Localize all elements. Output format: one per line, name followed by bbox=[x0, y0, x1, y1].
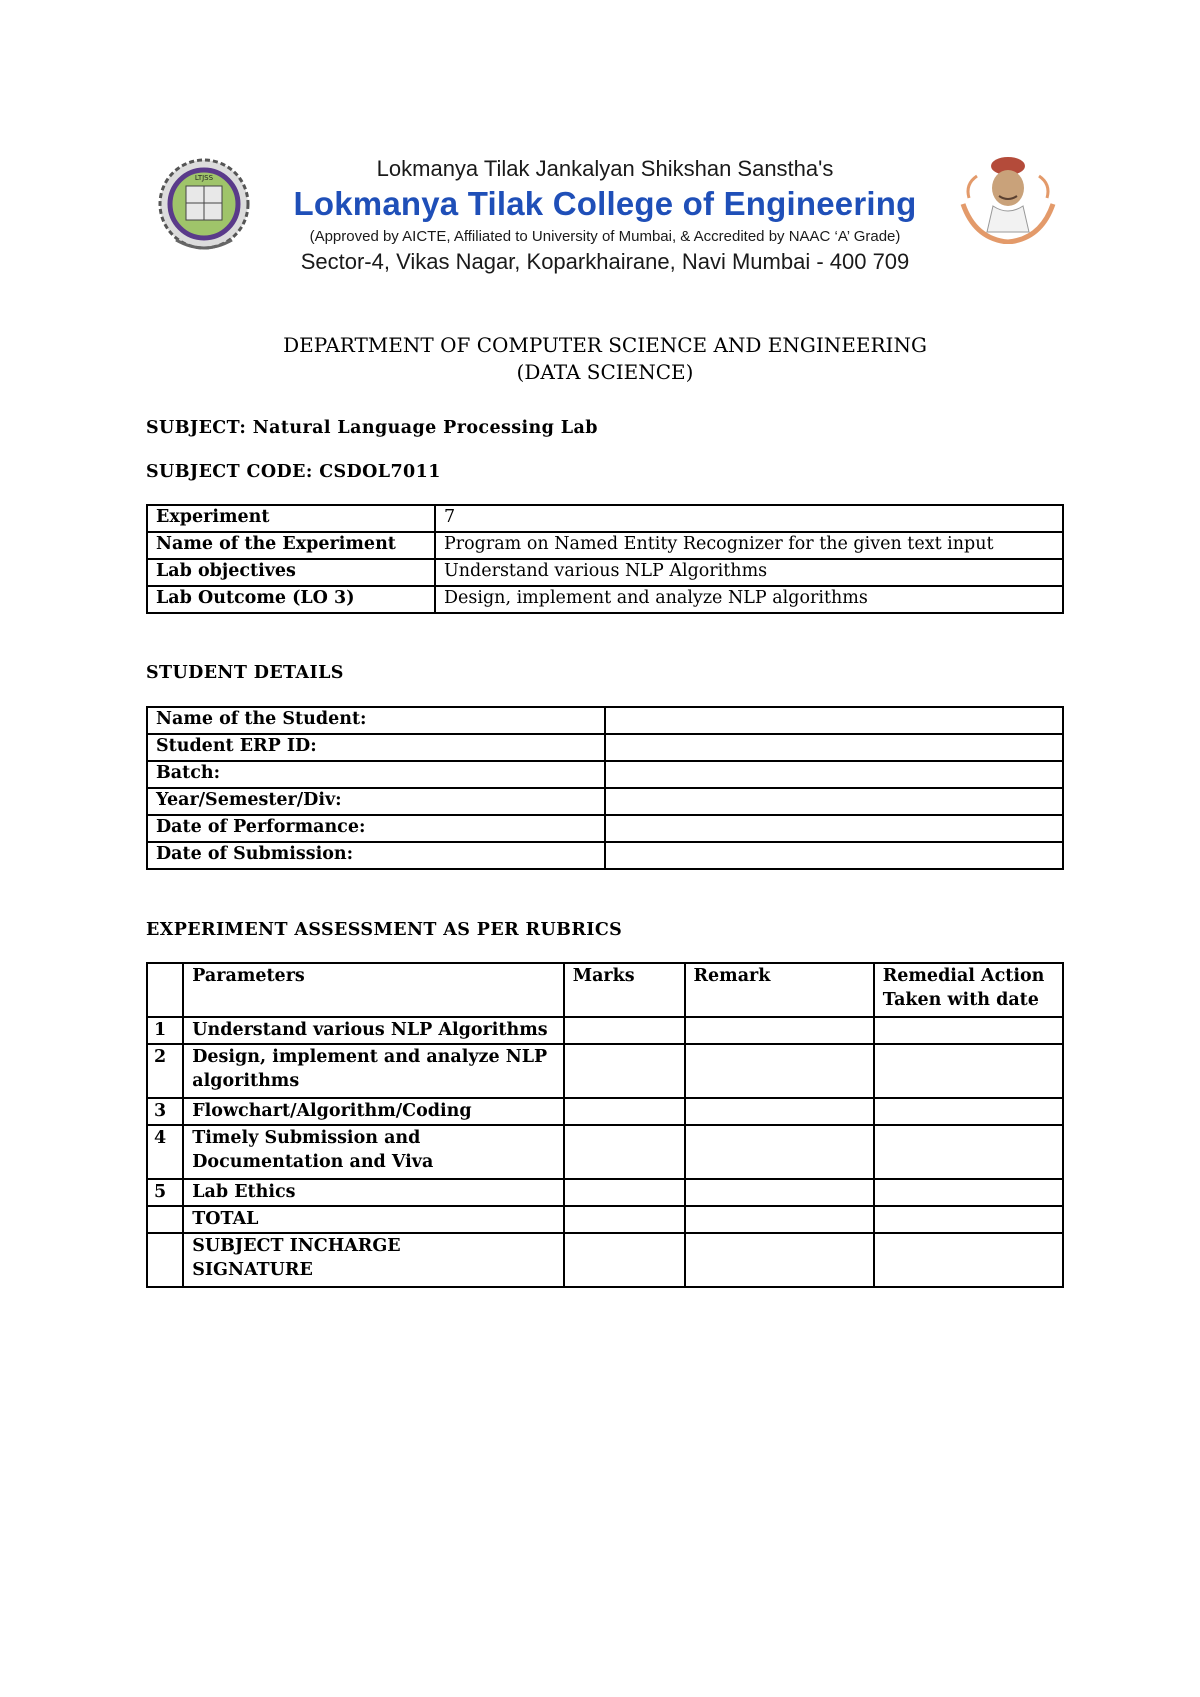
parameter-cell bbox=[183, 1017, 563, 1044]
student-name-label: Name of the Student: bbox=[147, 707, 605, 734]
college-emblem-logo bbox=[156, 156, 252, 256]
marks-cell[interactable] bbox=[564, 1179, 685, 1206]
parameter-cell bbox=[183, 1098, 563, 1125]
parameter-cell bbox=[183, 1044, 563, 1098]
total-remark-cell[interactable] bbox=[685, 1206, 874, 1233]
remark-header: Remark bbox=[685, 963, 874, 1017]
college-address: Sector-4, Vikas Nagar, Koparkhairane, Navi Mumbai - 400 709 bbox=[300, 249, 910, 274]
student-details-table bbox=[146, 706, 1064, 870]
parameter-cell bbox=[183, 1179, 563, 1206]
date-of-performance-label: Date of Performance: bbox=[147, 815, 605, 842]
remark-cell[interactable] bbox=[685, 1125, 874, 1179]
parameters-header: Parameters bbox=[183, 963, 563, 1017]
experiment-name-value: Program on Named Entity Recognizer for the given text input bbox=[435, 532, 1063, 559]
batch-label: Batch: bbox=[147, 761, 605, 788]
experiment-value: 7 bbox=[435, 505, 1063, 532]
date-of-performance-field[interactable] bbox=[605, 815, 1063, 842]
table-row bbox=[147, 1098, 1063, 1125]
date-of-submission-label: Date of Submission: bbox=[147, 842, 605, 869]
table-row bbox=[147, 788, 1063, 815]
rubrics-table bbox=[146, 962, 1064, 1288]
remark-cell[interactable] bbox=[685, 1098, 874, 1125]
row-number: 3 bbox=[147, 1098, 183, 1125]
table-row bbox=[147, 1125, 1063, 1179]
signature-label: SUBJECT INCHARGE bbox=[192, 1236, 401, 1256]
founder-portrait-logo bbox=[955, 154, 1061, 244]
batch-field[interactable] bbox=[605, 761, 1063, 788]
table-row bbox=[147, 532, 1063, 559]
signature-cell[interactable] bbox=[564, 1233, 685, 1287]
remedial-cell[interactable] bbox=[874, 1044, 1063, 1098]
row-number: 4 bbox=[147, 1125, 183, 1179]
subject-code-line: SUBJECT CODE: CSDOL7011 bbox=[146, 462, 441, 482]
remark-cell[interactable] bbox=[685, 1179, 874, 1206]
marks-header: Marks bbox=[564, 963, 685, 1017]
parameter-text: Flowchart/Algorithm/Coding bbox=[192, 1101, 472, 1121]
total-marks-cell[interactable] bbox=[564, 1206, 685, 1233]
letterhead bbox=[150, 150, 1060, 280]
college-name: Lokmanya Tilak College of Engineering bbox=[293, 185, 917, 222]
row-number bbox=[147, 1206, 183, 1233]
table-row bbox=[147, 1206, 1063, 1233]
lab-outcome-label: Lab Outcome (LO 3) bbox=[147, 586, 435, 613]
row-number: 5 bbox=[147, 1179, 183, 1206]
row-number: 1 bbox=[147, 1017, 183, 1044]
table-row bbox=[147, 734, 1063, 761]
subject-line: SUBJECT: Natural Language Processing Lab bbox=[146, 418, 598, 438]
table-row bbox=[147, 842, 1063, 869]
total-remedial-cell[interactable] bbox=[874, 1206, 1063, 1233]
lab-outcome-value: Design, implement and analyze NLP algorithms bbox=[435, 586, 1063, 613]
marks-cell[interactable] bbox=[564, 1044, 685, 1098]
parameter-text: Understand various NLP Algorithms bbox=[192, 1020, 548, 1040]
remedial-action-header bbox=[874, 963, 1063, 1017]
parameter-text-cont: Documentation and Viva bbox=[192, 1152, 434, 1172]
table-row bbox=[147, 586, 1063, 613]
parameter-text-cont: algorithms bbox=[192, 1071, 300, 1091]
table-row bbox=[147, 559, 1063, 586]
total-cell bbox=[183, 1206, 563, 1233]
remedial-cell[interactable] bbox=[874, 1179, 1063, 1206]
date-of-submission-field[interactable] bbox=[605, 842, 1063, 869]
table-row bbox=[147, 1179, 1063, 1206]
table-row bbox=[147, 505, 1063, 532]
student-erp-field[interactable] bbox=[605, 734, 1063, 761]
table-row bbox=[147, 1044, 1063, 1098]
table-header-row bbox=[147, 963, 1063, 1017]
student-name-field[interactable] bbox=[605, 707, 1063, 734]
table-row bbox=[147, 707, 1063, 734]
parameter-text: Lab Ethics bbox=[192, 1182, 296, 1202]
parameter-text: Timely Submission and bbox=[192, 1128, 421, 1148]
signature-remedial-cell[interactable] bbox=[874, 1233, 1063, 1287]
year-semester-div-field[interactable] bbox=[605, 788, 1063, 815]
marks-cell[interactable] bbox=[564, 1098, 685, 1125]
signature-remark-cell[interactable] bbox=[685, 1233, 874, 1287]
student-details-heading: STUDENT DETAILS bbox=[146, 663, 344, 683]
lab-objectives-value: Understand various NLP Algorithms bbox=[435, 559, 1063, 586]
signature-label-cont: SIGNATURE bbox=[192, 1260, 313, 1280]
table-row bbox=[147, 815, 1063, 842]
remark-cell[interactable] bbox=[685, 1017, 874, 1044]
experiment-name-label: Name of the Experiment bbox=[147, 532, 435, 559]
marks-cell[interactable] bbox=[564, 1017, 685, 1044]
row-number bbox=[147, 1233, 183, 1287]
table-row bbox=[147, 761, 1063, 788]
lab-objectives-label: Lab objectives bbox=[147, 559, 435, 586]
table-row bbox=[147, 1233, 1063, 1287]
year-semester-div-label: Year/Semester/Div: bbox=[147, 788, 605, 815]
remedial-cell[interactable] bbox=[874, 1017, 1063, 1044]
experiment-table bbox=[146, 504, 1064, 614]
row-number: 2 bbox=[147, 1044, 183, 1098]
marks-cell[interactable] bbox=[564, 1125, 685, 1179]
remedial-header-line1: Remedial Action bbox=[882, 966, 1045, 986]
total-label: TOTAL bbox=[192, 1209, 259, 1229]
approval-line: (Approved by AICTE, Affiliated to University of Mumbai, & Accredited by NAAC ‘A’ Grade) bbox=[309, 228, 901, 245]
signature-label-cell bbox=[183, 1233, 563, 1287]
remedial-header-line2: Taken with date bbox=[882, 990, 1039, 1010]
student-erp-label: Student ERP ID: bbox=[147, 734, 605, 761]
department-title: DEPARTMENT OF COMPUTER SCIENCE AND ENGINEERING bbox=[283, 333, 927, 357]
department-subtitle: (DATA SCIENCE) bbox=[516, 360, 694, 384]
parameter-cell bbox=[183, 1125, 563, 1179]
table-row bbox=[147, 1017, 1063, 1044]
parameter-text: Design, implement and analyze NLP bbox=[192, 1047, 548, 1067]
svg-text:LTJSS: LTJSS bbox=[194, 174, 214, 182]
remedial-cell[interactable] bbox=[874, 1098, 1063, 1125]
assessment-heading: EXPERIMENT ASSESSMENT AS PER RUBRICS bbox=[146, 920, 623, 940]
experiment-label: Experiment bbox=[147, 505, 435, 532]
sanstha-name: Lokmanya Tilak Jankalyan Shikshan Sanstha's bbox=[376, 156, 834, 181]
serial-header bbox=[147, 963, 183, 1017]
remedial-cell[interactable] bbox=[874, 1125, 1063, 1179]
remark-cell[interactable] bbox=[685, 1044, 874, 1098]
